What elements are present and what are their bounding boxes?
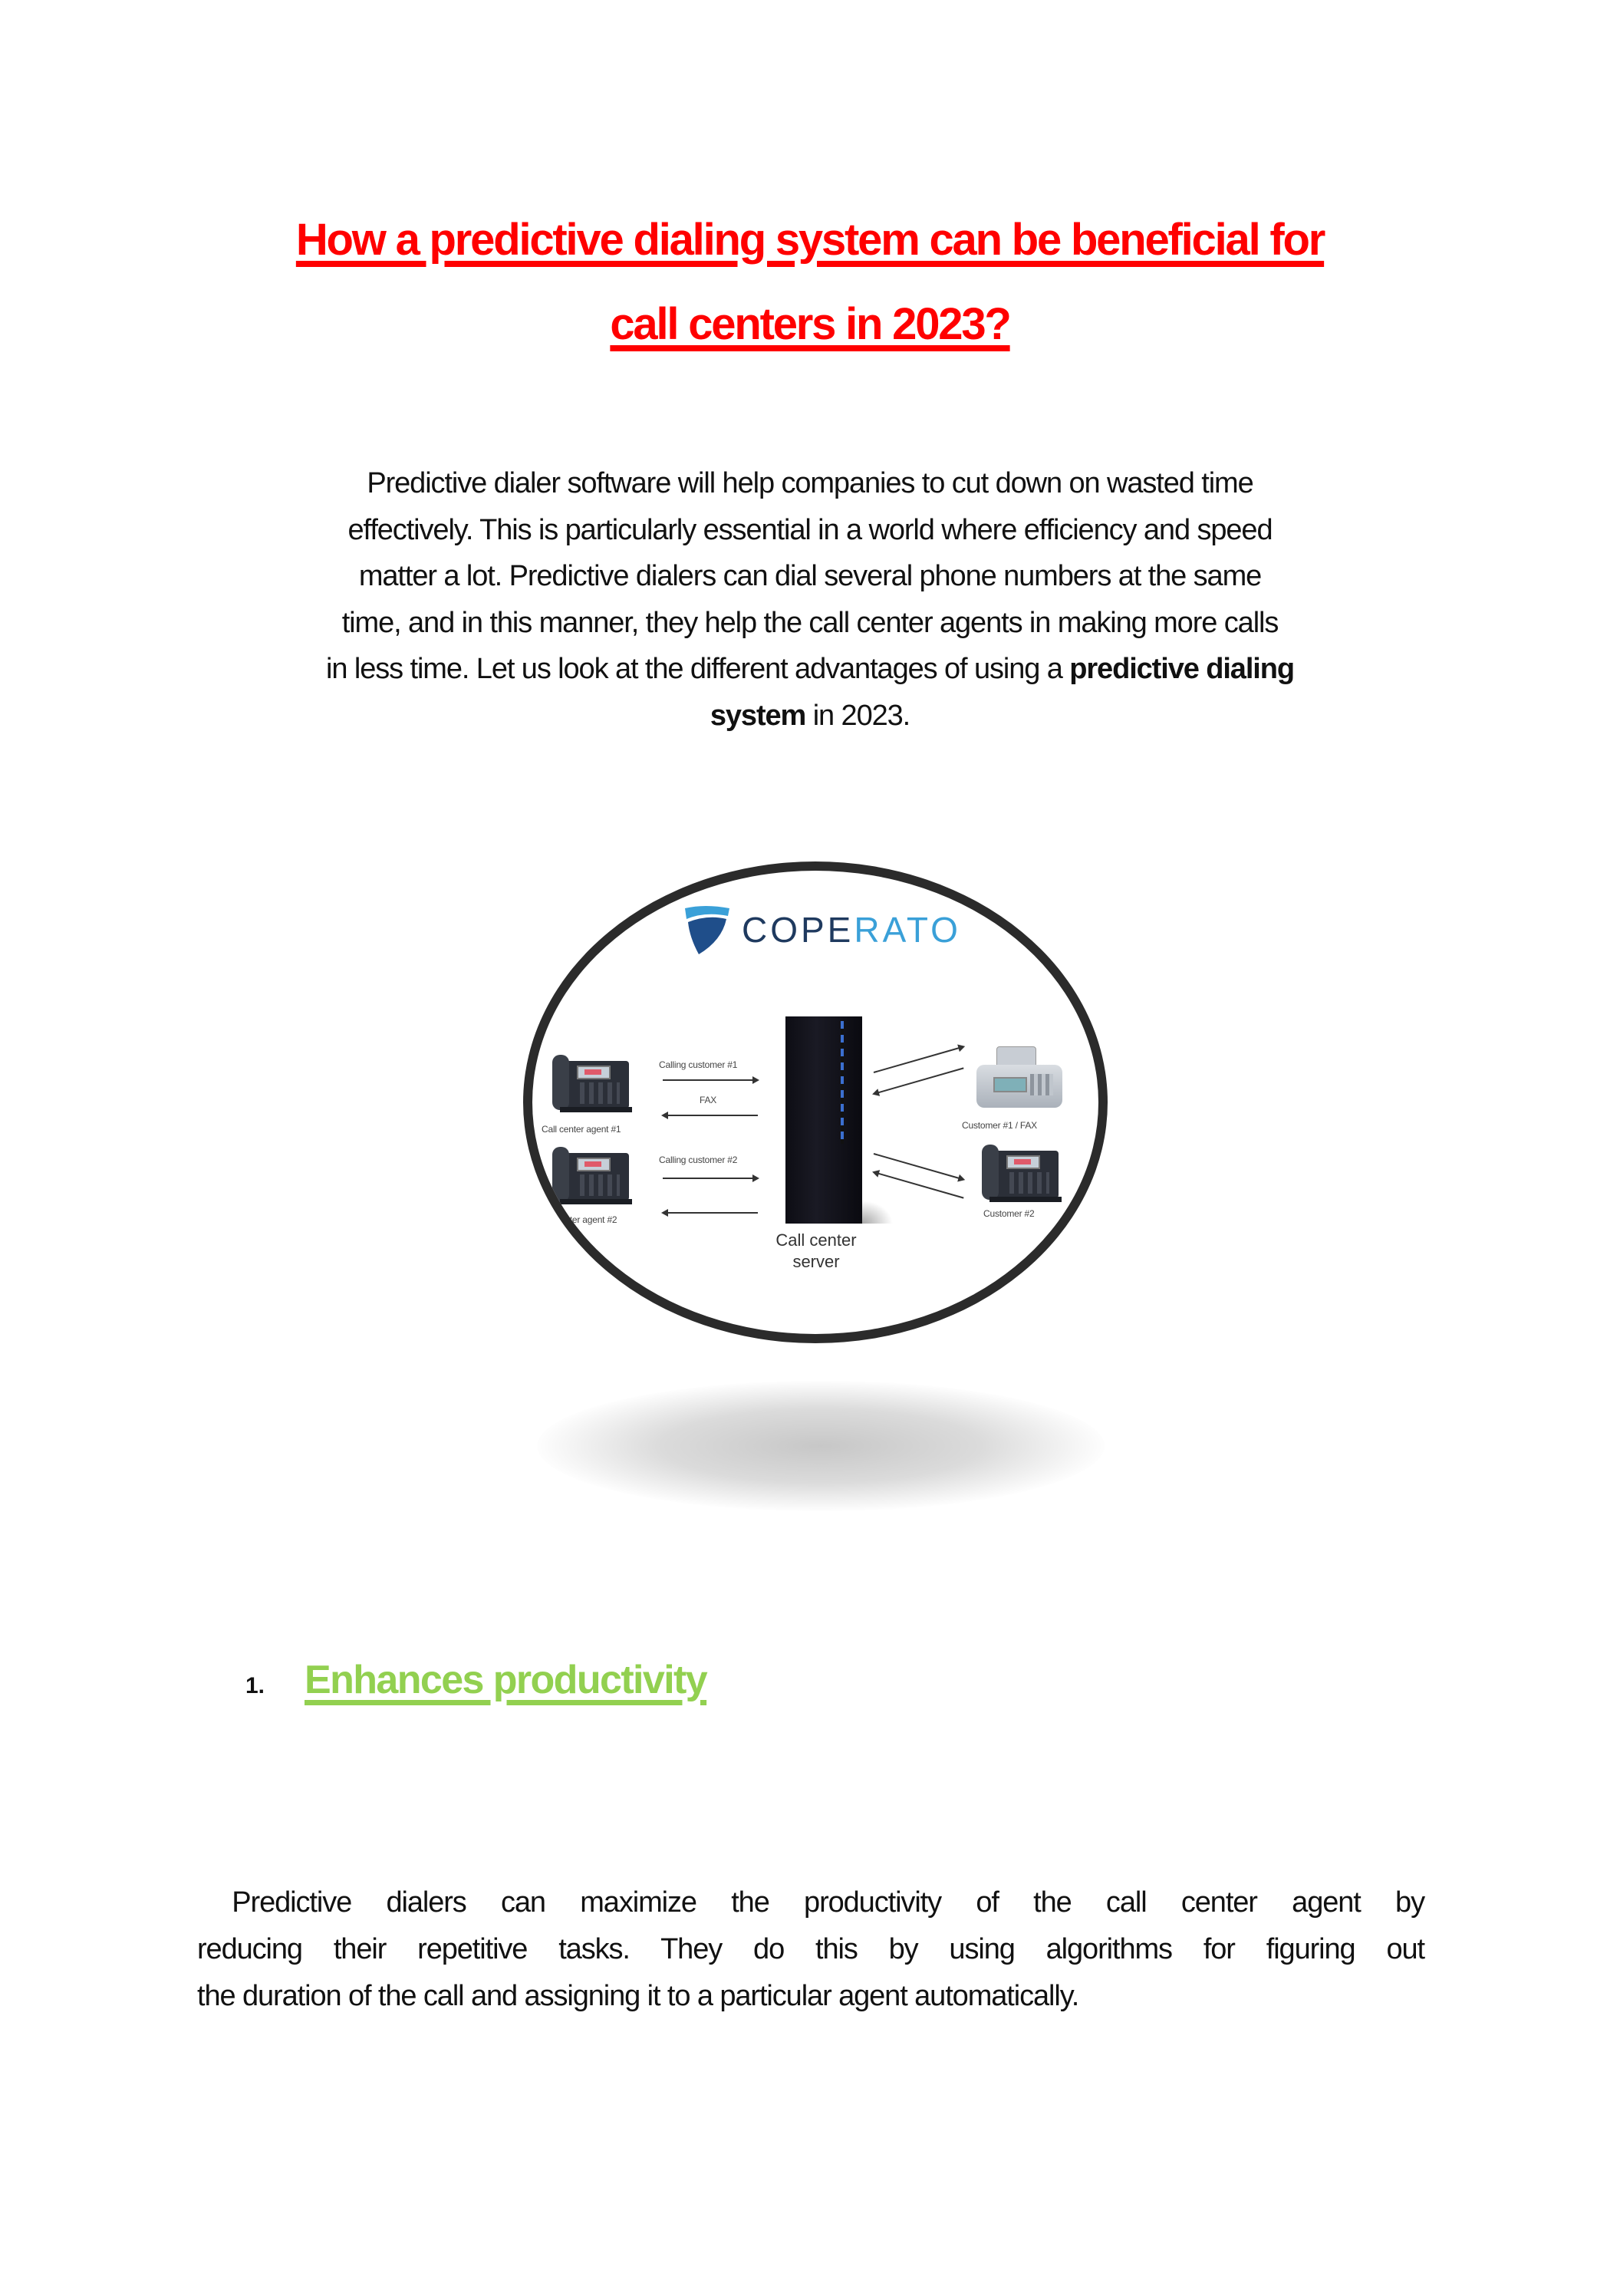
intro-line	[192, 693, 1428, 740]
diagram-ellipse-frame	[523, 861, 1108, 1343]
customer-2-label: Customer #2	[983, 1208, 1035, 1219]
section-heading	[245, 1657, 706, 1711]
intro-paragraph	[192, 460, 1428, 739]
section-number: 1.	[245, 1673, 265, 1698]
arrow-left-icon	[663, 1115, 758, 1116]
intro-bold-keyword: system	[710, 699, 806, 732]
logo-wordmark: COPERATO	[742, 910, 961, 950]
intro-text: in 2023.	[805, 699, 910, 732]
title-line-1: How a predictive dialing system can be beneficial for	[295, 215, 1325, 265]
intro-line: effectively. This is particularly essential in a world where efficiency and speed	[347, 513, 1273, 546]
section-body-paragraph	[197, 1879, 1424, 2020]
arrow-left-icon	[663, 1212, 758, 1214]
fax-label: FAX	[700, 1095, 717, 1105]
arrow-left-icon	[874, 1067, 964, 1095]
figure-shadow	[537, 1381, 1105, 1511]
server-tower-icon	[785, 1016, 862, 1224]
agent-1-label: Call center agent #1	[542, 1124, 621, 1135]
body-line: the duration of the call and assigning it to a particular agent automatically.	[197, 1980, 1079, 2012]
arrow-right-icon	[663, 1178, 758, 1179]
server-label: Call center server	[775, 1230, 857, 1271]
intro-text: in less time. Let us look at the different advantages of using a	[326, 653, 1070, 685]
calling-customer-2-label: Calling customer #2	[659, 1155, 738, 1165]
dialer-diagram-figure	[523, 861, 1108, 1343]
customer-1-label: Customer #1 / FAX	[962, 1120, 1037, 1131]
intro-line: Predictive dialer software will help companies to cut down on wasted time	[367, 467, 1253, 499]
agent-1-phone-icon	[546, 1053, 631, 1115]
coperato-logo	[682, 903, 961, 957]
intro-bold-keyword: predictive dialing	[1069, 653, 1294, 685]
arrow-right-icon	[663, 1079, 758, 1081]
body-line: reducing their repetitive tasks. They do this by using algorithms for figuring out	[197, 1933, 1424, 1965]
customer-1-fax-icon	[973, 1043, 1065, 1112]
document-title	[153, 198, 1467, 367]
intro-line	[192, 646, 1428, 693]
intro-line: matter a lot. Predictive dialers can dial several phone numbers at the same	[358, 560, 1262, 592]
customer-2-phone-icon	[976, 1143, 1060, 1204]
agent-2-label: center agent #2	[555, 1214, 617, 1225]
section-heading-text: Enhances productivity	[305, 1658, 707, 1702]
shield-logo-icon	[682, 904, 733, 956]
body-line: Predictive dialers can maximize the productivity of the call center agent by	[197, 1886, 1424, 1919]
arrow-right-icon	[874, 1046, 964, 1073]
agent-2-phone-icon	[546, 1145, 631, 1207]
intro-line: time, and in this manner, they help the call center agents in making more calls	[341, 606, 1279, 639]
calling-customer-1-label: Calling customer #1	[659, 1059, 738, 1070]
title-line-2: call centers in 2023?	[610, 299, 1010, 349]
